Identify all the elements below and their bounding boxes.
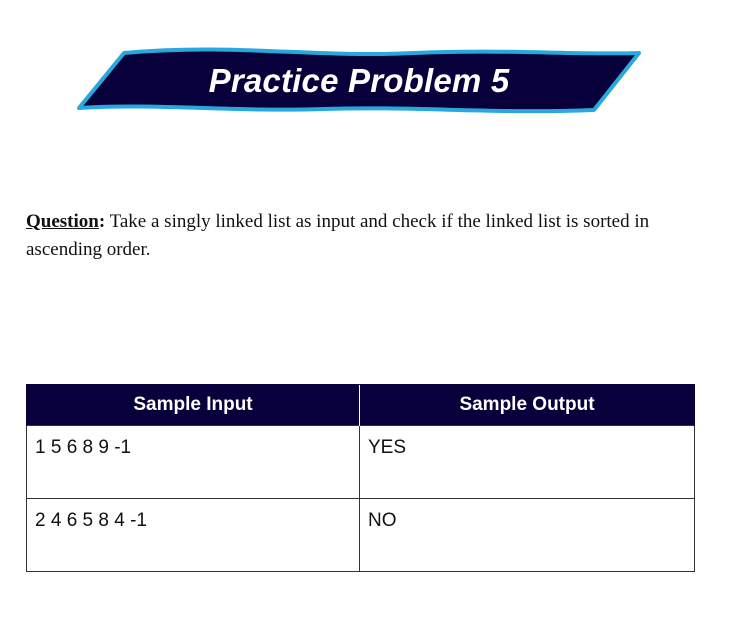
header-sample-output: Sample Output [360, 385, 695, 426]
question-colon: : [98, 211, 106, 232]
sample-output-cell: NO [360, 499, 695, 572]
sample-input-cell: 2 4 6 5 8 4 -1 [27, 499, 360, 572]
sample-io-table [26, 384, 695, 572]
question-label: Question [26, 211, 99, 232]
question-text: Take a singly linked list as input and check if the linked list is sorted in ascending order. [26, 211, 650, 260]
question-paragraph [26, 208, 726, 264]
banner-title: Practice Problem 5 [208, 62, 510, 99]
sample-input-cell: 1 5 6 8 9 -1 [27, 426, 360, 499]
table-row [27, 499, 695, 572]
header-sample-input: Sample Input [27, 385, 360, 426]
table-header-row [27, 385, 695, 426]
title-banner [74, 46, 644, 116]
sample-output-cell: YES [360, 426, 695, 499]
table-row [27, 426, 695, 499]
